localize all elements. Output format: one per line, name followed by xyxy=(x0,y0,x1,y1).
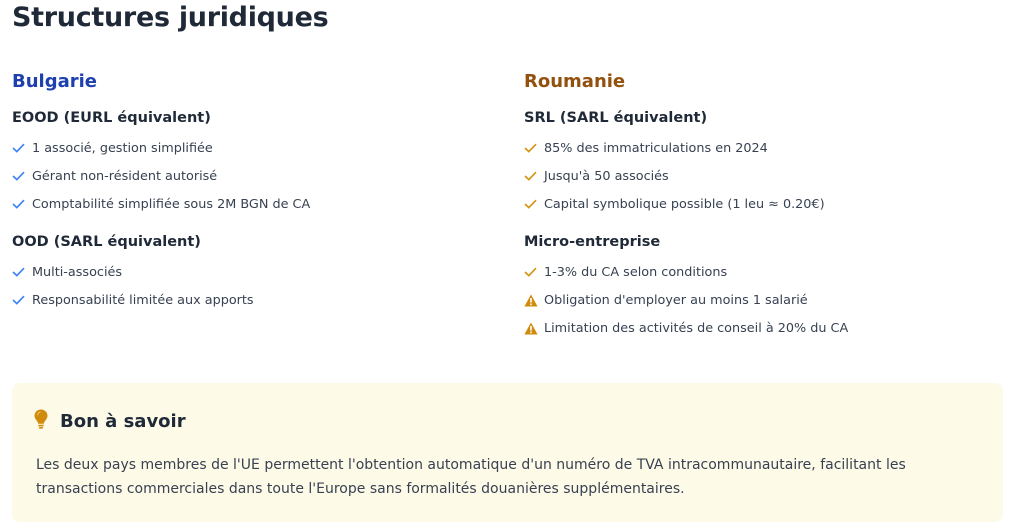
check-icon xyxy=(12,171,32,181)
list-item-text: 1-3% du CA selon conditions xyxy=(544,264,728,280)
check-icon xyxy=(12,143,32,153)
list-item xyxy=(524,258,1004,286)
bulgaria-section xyxy=(12,68,492,328)
structure-title: EOOD (EURL équivalent) xyxy=(12,110,211,126)
check-icon xyxy=(524,171,544,181)
list-item xyxy=(12,134,492,162)
structure-ood xyxy=(12,232,492,314)
check-icon xyxy=(524,267,544,277)
romania-section xyxy=(524,68,1004,356)
structure-srl xyxy=(524,108,1004,218)
list-item-text: Responsabilité limitée aux apports xyxy=(32,292,254,308)
list-item xyxy=(12,162,492,190)
check-icon xyxy=(524,143,544,153)
list-item xyxy=(12,258,492,286)
check-icon xyxy=(12,267,32,277)
list-item-text: Limitation des activités de conseil à 20% du CA xyxy=(544,320,849,336)
structure-title: OOD (SARL équivalent) xyxy=(12,234,201,250)
structure-micro-entreprise xyxy=(524,232,1004,342)
list-item xyxy=(524,190,1004,218)
info-callout xyxy=(12,383,1003,522)
list-item xyxy=(12,190,492,218)
list-item xyxy=(12,286,492,314)
structure-eood xyxy=(12,108,492,218)
country-heading-bulgaria: Bulgarie xyxy=(12,71,97,92)
list-item-text: 85% des immatriculations en 2024 xyxy=(544,140,768,156)
list-item-text: Comptabilité simplifiée sous 2M BGN de CA xyxy=(32,196,311,212)
check-icon xyxy=(524,199,544,209)
lightbulb-icon xyxy=(34,409,48,433)
list-item-text: Obligation d'employer au moins 1 salarié xyxy=(544,292,808,308)
list-item-text: Jusqu'à 50 associés xyxy=(544,168,669,184)
structure-title: SRL (SARL équivalent) xyxy=(524,110,708,126)
warning-icon xyxy=(524,294,544,307)
country-heading-romania: Roumanie xyxy=(524,71,626,92)
list-item xyxy=(524,162,1004,190)
warning-icon xyxy=(524,322,544,335)
list-item-text: Gérant non-résident autorisé xyxy=(32,168,218,184)
list-item-text: Capital symbolique possible (1 leu ≈ 0.20€) xyxy=(544,196,825,212)
list-item xyxy=(524,134,1004,162)
callout-title: Bon à savoir xyxy=(60,410,186,432)
list-item xyxy=(524,286,1004,314)
list-item xyxy=(524,314,1004,342)
list-item-text: 1 associé, gestion simplifiée xyxy=(32,140,213,156)
list-item-text: Multi-associés xyxy=(32,264,123,280)
check-icon xyxy=(12,199,32,209)
page-title: Structures juridiques xyxy=(12,2,329,33)
callout-header xyxy=(34,409,186,433)
callout-body: Les deux pays membres de l'UE permettent l'obtention automatique d'un numéro de TVA intracommunautaire, facilitant les transactions commerciales dans toute l'Europe sans formalités douanières supplémentaires. xyxy=(36,457,906,497)
check-icon xyxy=(12,295,32,305)
structure-title: Micro-entreprise xyxy=(524,234,661,250)
